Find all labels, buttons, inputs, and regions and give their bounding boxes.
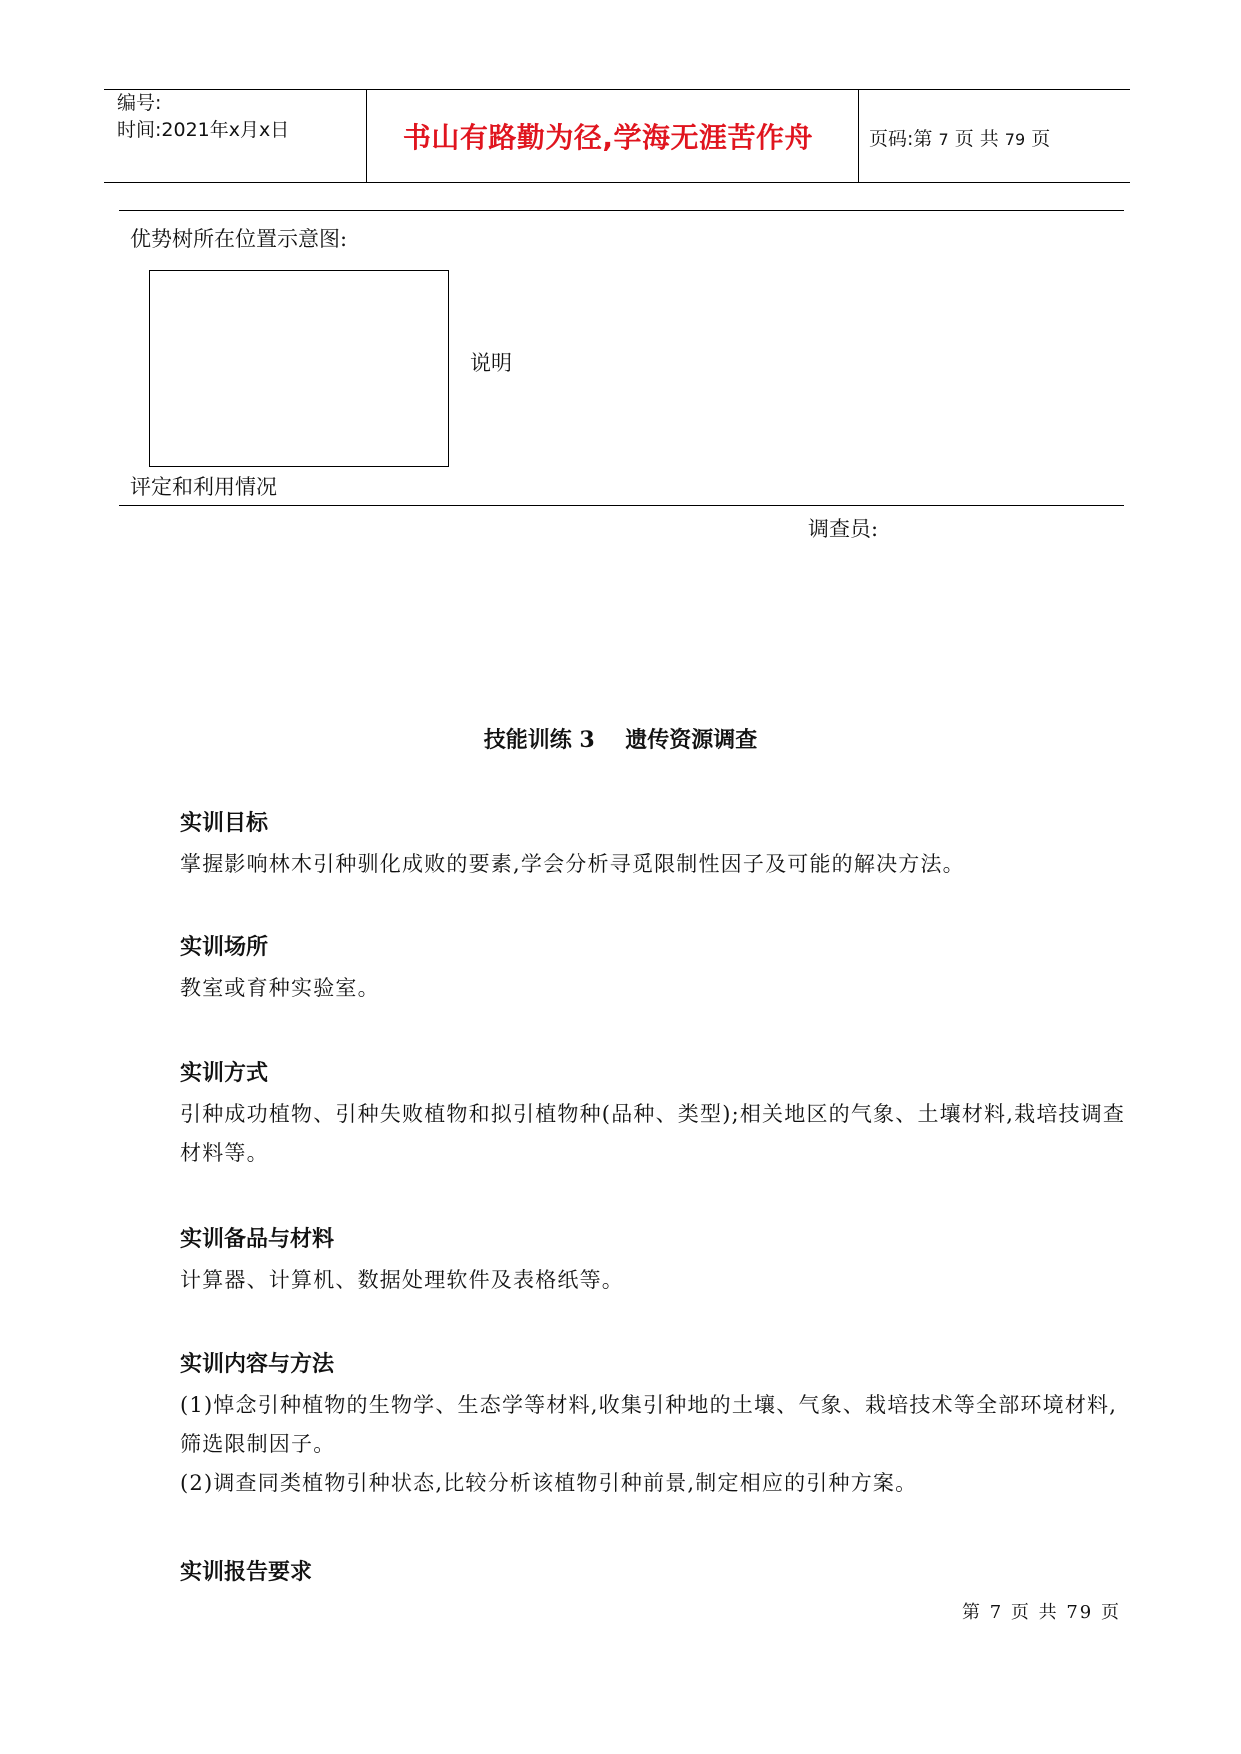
header-page-number xyxy=(869,124,1050,151)
paragraph: 掌握影响林木引种驯化成败的要素,学会分析寻觅限制性因子及可能的解决方法。 xyxy=(180,852,965,876)
paragraph: 教室或育种实验室。 xyxy=(180,976,380,1000)
paragraph: 引种成功植物、引种失败植物和拟引植物种(品种、类型);相关地区的气象、土壤材料,栽培技调查材料等。 xyxy=(180,1102,1126,1165)
header-divider-right xyxy=(858,89,859,183)
location-diagram-box xyxy=(149,270,449,467)
diagram-caption: 优势树所在位置示意图: xyxy=(130,227,348,251)
page-suffix: 页 xyxy=(1031,128,1051,150)
section-heading-venue: 实训场所 xyxy=(180,934,269,960)
section-heading-report: 实训报告要求 xyxy=(180,1559,313,1585)
header-meta xyxy=(117,90,289,144)
investigator-label: 调查员: xyxy=(808,517,879,541)
page-mid: 页 共 xyxy=(954,128,999,150)
section-body-content xyxy=(130,1386,1130,1503)
section-body-materials xyxy=(130,1261,1130,1300)
note-label: 说明 xyxy=(470,351,512,375)
doc-title: 技能训练 3 遗传资源调查 xyxy=(483,727,758,753)
footer-page-number: 第 7 页 共 79 页 xyxy=(962,1602,1121,1623)
page-total: 79 xyxy=(1004,130,1026,149)
paragraph: (1)悼念引种植物的生物学、生态学等材料,收集引种地的土壤、气象、栽培技术等全部环境材料,筛选限制因子。 xyxy=(180,1393,1118,1456)
paragraph: (2)调查同类植物引种状态,比较分析该植物引种前景,制定相应的引种方案。 xyxy=(180,1471,918,1495)
section-heading-method: 实训方式 xyxy=(180,1060,269,1086)
form-top-rule xyxy=(119,210,1124,211)
header-motto: 书山有路勤为径,学海无涯苦作舟 xyxy=(402,121,814,154)
section-heading-goal: 实训目标 xyxy=(180,810,269,836)
section-body-venue xyxy=(130,969,1130,1008)
header-bottom-rule xyxy=(104,182,1130,183)
section-heading-content: 实训内容与方法 xyxy=(180,1351,335,1377)
serial-number-label: 编号: xyxy=(117,92,162,114)
page-prefix: 页码:第 xyxy=(869,128,933,150)
paragraph: 计算器、计算机、数据处理软件及表格纸等。 xyxy=(180,1268,624,1292)
section-body-method xyxy=(130,1095,1130,1173)
section-body-goal xyxy=(130,845,1130,884)
section-heading-materials: 实训备品与材料 xyxy=(180,1226,335,1252)
page-num: 7 xyxy=(938,130,949,149)
time-label: 时间:2021年x月x日 xyxy=(117,119,290,141)
form-bottom-rule xyxy=(119,505,1124,506)
evaluation-label: 评定和利用情况 xyxy=(130,475,277,499)
